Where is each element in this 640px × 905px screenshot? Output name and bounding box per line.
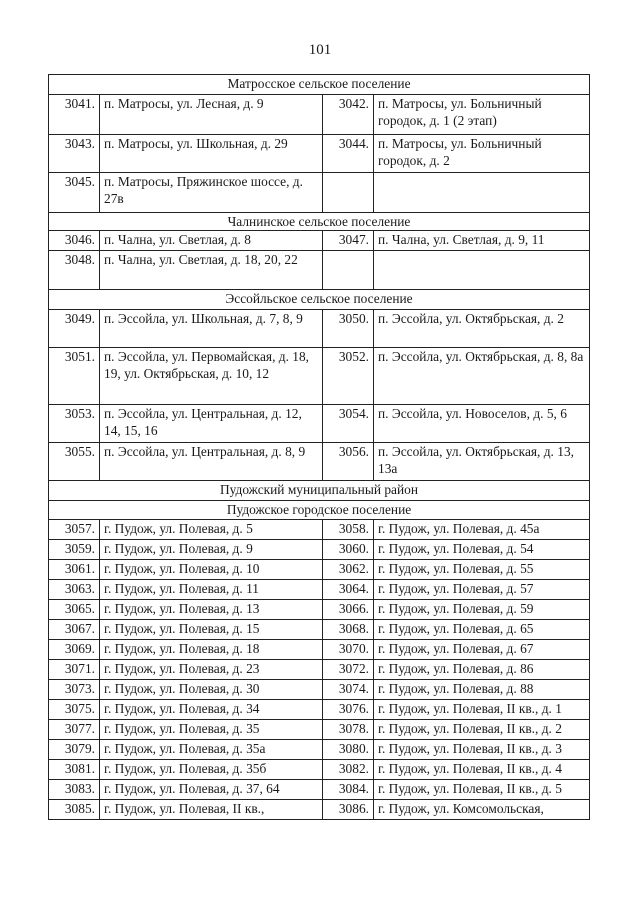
entry-number: 3057.: [49, 520, 100, 540]
entry-address: г. Пудож, ул. Полевая, д. 59: [374, 600, 590, 620]
entry-number: 3060.: [323, 540, 374, 560]
entry-address: г. Пудож, ул. Полевая, д. 88: [374, 680, 590, 700]
entry-address: п. Матросы, Пряжинское шоссе, д. 27в: [100, 173, 323, 213]
entry-address: г. Пудож, ул. Полевая, д. 34: [100, 700, 323, 720]
section-header-row: [49, 290, 590, 310]
entry-address: г. Пудож, ул. Полевая, д. 45а: [374, 520, 590, 540]
table-row: [49, 620, 590, 640]
table-row: [49, 135, 590, 173]
table-row: [49, 443, 590, 481]
entry-number: 3041.: [49, 95, 100, 135]
entry-number: 3065.: [49, 600, 100, 620]
entry-number: [323, 251, 374, 290]
section-header-row: [49, 213, 590, 231]
table-row: [49, 310, 590, 348]
entry-number: 3043.: [49, 135, 100, 173]
entry-number: 3075.: [49, 700, 100, 720]
entry-number: [323, 173, 374, 213]
entry-number: 3050.: [323, 310, 374, 348]
entry-number: 3082.: [323, 760, 374, 780]
table-row: [49, 560, 590, 580]
table-row: [49, 660, 590, 680]
entry-number: 3047.: [323, 231, 374, 251]
section-title: Пудожский муниципальный район: [49, 481, 590, 501]
entry-address: г. Пудож, ул. Полевая, д. 13: [100, 600, 323, 620]
entry-address: г. Пудож, ул. Комсомольская,: [374, 800, 590, 820]
entry-address: г. Пудож, ул. Полевая, д. 15: [100, 620, 323, 640]
entry-address: г. Пудож, ул. Полевая, II кв., д. 1: [374, 700, 590, 720]
entry-number: 3062.: [323, 560, 374, 580]
registry-body: [49, 75, 590, 820]
table-row: [49, 640, 590, 660]
entry-address: п. Эссойла, ул. Октябрьская, д. 2: [374, 310, 590, 348]
section-title: Эссойльское сельское поселение: [49, 290, 590, 310]
entry-number: 3052.: [323, 348, 374, 405]
entry-number: 3074.: [323, 680, 374, 700]
entry-number: 3058.: [323, 520, 374, 540]
entry-number: 3042.: [323, 95, 374, 135]
table-row: [49, 780, 590, 800]
page-number: 101: [308, 42, 332, 58]
entry-address: г. Пудож, ул. Полевая, II кв.,: [100, 800, 323, 820]
table-row: [49, 231, 590, 251]
entry-address: г. Пудож, ул. Полевая, II кв., д. 2: [374, 720, 590, 740]
entry-number: 3064.: [323, 580, 374, 600]
entry-address: п. Матросы, ул. Больничный городок, д. 1 (2 этап): [374, 95, 590, 135]
entry-number: 3079.: [49, 740, 100, 760]
entry-number: 3051.: [49, 348, 100, 405]
entry-number: 3059.: [49, 540, 100, 560]
entry-address: г. Пудож, ул. Полевая, д. 10: [100, 560, 323, 580]
entry-address: п. Чална, ул. Светлая, д. 18, 20, 22: [100, 251, 323, 290]
entry-address: п. Эссойла, ул. Центральная, д. 12, 14, 15, 16: [100, 405, 323, 443]
entry-address: п. Эссойла, ул. Новоселов, д. 5, 6: [374, 405, 590, 443]
entry-number: 3053.: [49, 405, 100, 443]
entry-number: 3049.: [49, 310, 100, 348]
entry-address: п. Матросы, ул. Школьная, д. 29: [100, 135, 323, 173]
entry-address: г. Пудож, ул. Полевая, д. 35а: [100, 740, 323, 760]
section-title: Пудожское городское поселение: [49, 501, 590, 520]
entry-address: г. Пудож, ул. Полевая, д. 23: [100, 660, 323, 680]
table-row: [49, 580, 590, 600]
entry-address: г. Пудож, ул. Полевая, д. 30: [100, 680, 323, 700]
table-row: [49, 540, 590, 560]
entry-address: г. Пудож, ул. Полевая, д. 35: [100, 720, 323, 740]
entry-number: 3063.: [49, 580, 100, 600]
entry-address: п. Эссойла, ул. Октябрьская, д. 13, 13а: [374, 443, 590, 481]
table-row: [49, 348, 590, 405]
entry-address: [374, 173, 590, 213]
entry-number: 3055.: [49, 443, 100, 481]
entry-number: 3084.: [323, 780, 374, 800]
entry-number: 3080.: [323, 740, 374, 760]
entry-number: 3086.: [323, 800, 374, 820]
entry-number: 3056.: [323, 443, 374, 481]
entry-address: г. Пудож, ул. Полевая, д. 9: [100, 540, 323, 560]
entry-number: 3083.: [49, 780, 100, 800]
entry-address: г. Пудож, ул. Полевая, II кв., д. 3: [374, 740, 590, 760]
section-header-row: [49, 501, 590, 520]
entry-number: 3069.: [49, 640, 100, 660]
entry-address: г. Пудож, ул. Полевая, д. 18: [100, 640, 323, 660]
entry-address: п. Матросы, ул. Больничный городок, д. 2: [374, 135, 590, 173]
entry-address: г. Пудож, ул. Полевая, II кв., д. 5: [374, 780, 590, 800]
entry-address: п. Эссойла, ул. Школьная, д. 7, 8, 9: [100, 310, 323, 348]
entry-address: п. Чална, ул. Светлая, д. 9, 11: [374, 231, 590, 251]
entry-number: 3076.: [323, 700, 374, 720]
entry-address: г. Пудож, ул. Полевая, д. 11: [100, 580, 323, 600]
table-row: [49, 800, 590, 820]
table-row: [49, 720, 590, 740]
entry-address: п. Чална, ул. Светлая, д. 8: [100, 231, 323, 251]
entry-address: г. Пудож, ул. Полевая, д. 55: [374, 560, 590, 580]
entry-number: 3045.: [49, 173, 100, 213]
entry-number: 3048.: [49, 251, 100, 290]
section-title: Чалнинское сельское поселение: [49, 213, 590, 231]
entry-address: г. Пудож, ул. Полевая, д. 37, 64: [100, 780, 323, 800]
entry-address: г. Пудож, ул. Полевая, д. 35б: [100, 760, 323, 780]
entry-number: 3071.: [49, 660, 100, 680]
table-row: [49, 405, 590, 443]
section-title: Матросское сельское поселение: [49, 75, 590, 95]
entry-number: 3070.: [323, 640, 374, 660]
table-row: [49, 600, 590, 620]
section-header-row: [49, 481, 590, 501]
entry-address: г. Пудож, ул. Полевая, II кв., д. 4: [374, 760, 590, 780]
entry-number: 3078.: [323, 720, 374, 740]
entry-number: 3046.: [49, 231, 100, 251]
entry-number: 3044.: [323, 135, 374, 173]
table-row: [49, 700, 590, 720]
address-registry-table: [48, 74, 590, 820]
entry-number: 3061.: [49, 560, 100, 580]
entry-address: г. Пудож, ул. Полевая, д. 86: [374, 660, 590, 680]
table-row: [49, 760, 590, 780]
table-row: [49, 251, 590, 290]
entry-number: 3067.: [49, 620, 100, 640]
entry-number: 3072.: [323, 660, 374, 680]
entry-address: г. Пудож, ул. Полевая, д. 5: [100, 520, 323, 540]
entry-number: 3077.: [49, 720, 100, 740]
entry-number: 3073.: [49, 680, 100, 700]
entry-address: п. Эссойла, ул. Первомайская, д. 18, 19, ул. Октябрьская, д. 10, 12: [100, 348, 323, 405]
table-row: [49, 680, 590, 700]
table-row: [49, 173, 590, 213]
entry-address: г. Пудож, ул. Полевая, д. 54: [374, 540, 590, 560]
entry-number: 3054.: [323, 405, 374, 443]
entry-address: [374, 251, 590, 290]
table-row: [49, 740, 590, 760]
entry-number: 3085.: [49, 800, 100, 820]
entry-address: г. Пудож, ул. Полевая, д. 57: [374, 580, 590, 600]
entry-address: г. Пудож, ул. Полевая, д. 65: [374, 620, 590, 640]
table-row: [49, 95, 590, 135]
entry-address: г. Пудож, ул. Полевая, д. 67: [374, 640, 590, 660]
entry-address: п. Эссойла, ул. Октябрьская, д. 8, 8а: [374, 348, 590, 405]
table-row: [49, 520, 590, 540]
section-header-row: [49, 75, 590, 95]
entry-address: п. Эссойла, ул. Центральная, д. 8, 9: [100, 443, 323, 481]
entry-number: 3066.: [323, 600, 374, 620]
entry-address: п. Матросы, ул. Лесная, д. 9: [100, 95, 323, 135]
entry-number: 3081.: [49, 760, 100, 780]
entry-number: 3068.: [323, 620, 374, 640]
